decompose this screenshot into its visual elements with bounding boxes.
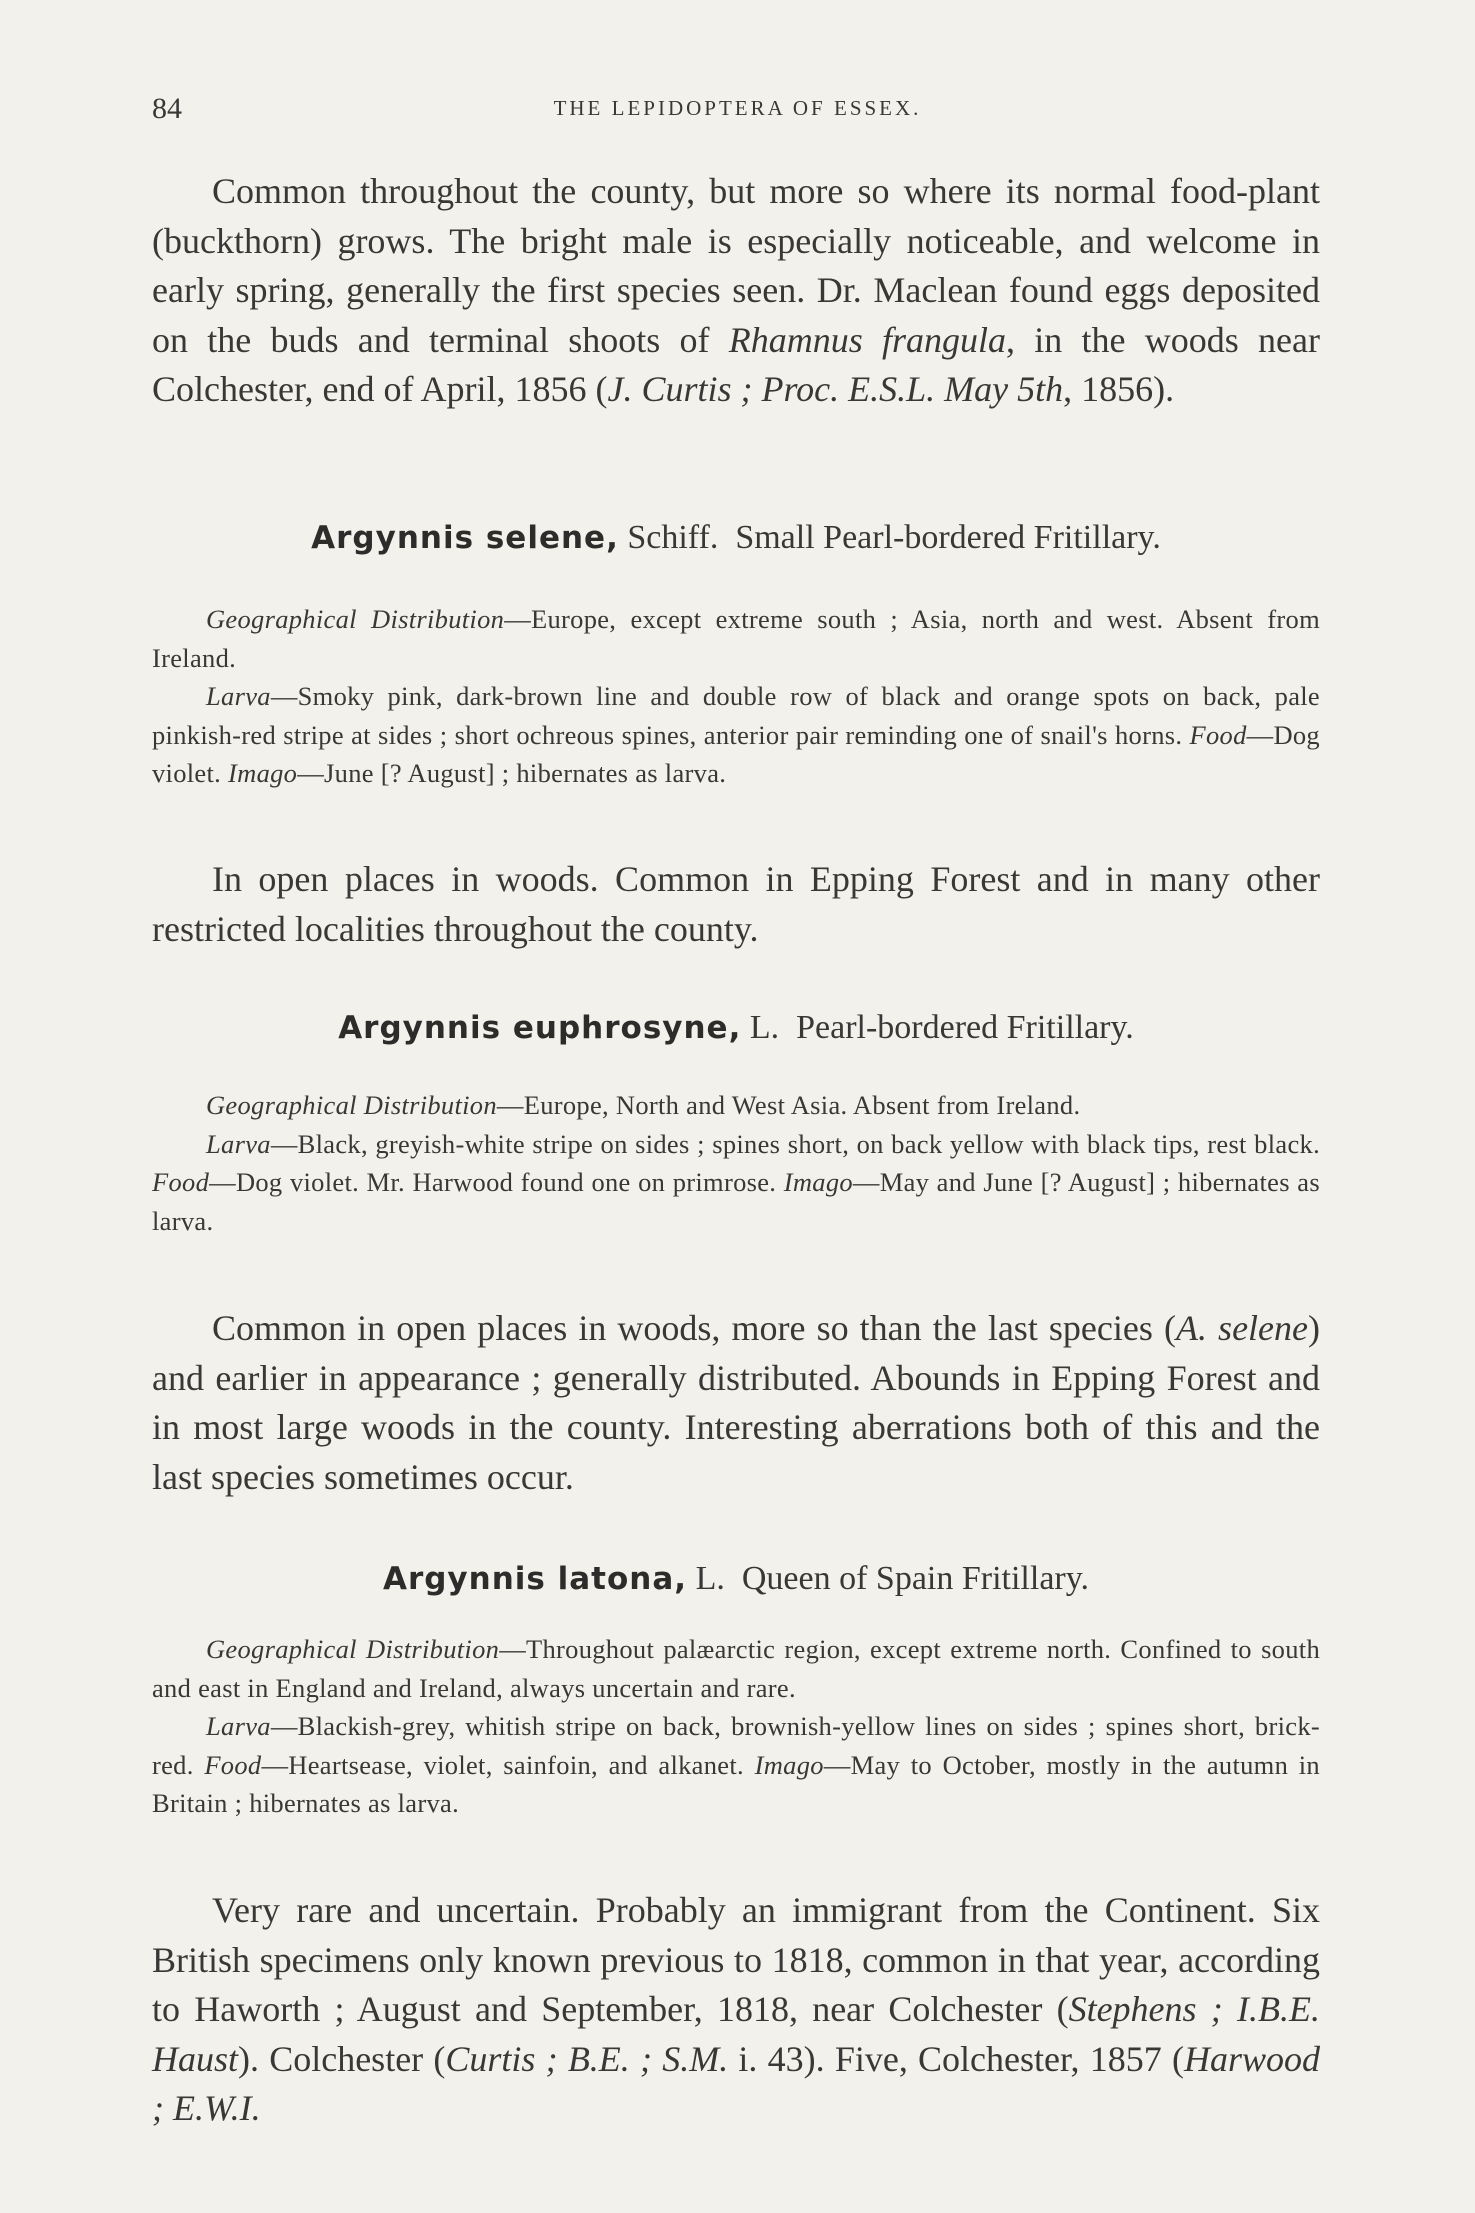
italic-citation: J. Curtis ; Proc. E.S.L. May 5th (607, 369, 1064, 409)
remarks-paragraph: Common in open places in woods, more so than the last species (A. selene) and earlier in appearance ; generally distributed. Abounds in Epping Forest and in most large woods in the county. Interesting aberrations both of this and the last species sometimes occur. (152, 1308, 1320, 1497)
geo-distribution: Geographical Distribution—Throughout palæarctic region, except extreme north. Confined to south and east in England and Ireland, always uncertain and rare. (152, 1634, 1320, 1703)
larva-description: Larva—Smoky pink, dark-brown line and double row of black and orange spots on back, pale pinkish-red stripe at sides ; short ochreous spines, anterior pair reminding one of snail's horns. Food—Dog violet. Imago—June [? August] ; hibernates as larva. (152, 681, 1320, 788)
species-common-name: Pearl-bordered Fritillary. (796, 1009, 1134, 1046)
remarks-paragraph: In open places in woods. Common in Epping Forest and in many other restricted localities throughout the county. (152, 859, 1320, 949)
larva-description: Larva—Blackish-grey, whitish stripe on back, brownish-yellow lines on sides ; spines short, brick-red. Food—Heartsease, violet, sainfoin, and alkanet. Imago—May to October, mostly in the autumn in Britain ; hibernates as larva. (152, 1711, 1320, 1818)
geo-distribution: Geographical Distribution—Europe, except extreme south ; Asia, north and west. Absent from Ireland. (152, 604, 1320, 673)
intro-paragraph: Common throughout the county, but more so where its normal food-plant (buckthorn) grows. The bright male is especially noticeable, and welcome in early spring, generally the first species seen. Dr. Maclean found eggs deposited on the buds and terminal shoots of Rhamnus frangula, in the woods near Colchester, end of April, 1856 (J. Curtis ; Proc. E.S.L. May 5th, 1856). (152, 171, 1321, 409)
intro-paragraph-block (152, 167, 1320, 415)
italic-citation: Stephens ; I.B.E. Haust (152, 1989, 1320, 2079)
species-name: Argynnis selene, (311, 520, 619, 556)
remarks-paragraph: Very rare and uncertain. Probably an immigrant from the Continent. Six British specimens only known previous to 1818, common in that year, according to Haworth ; August and September, 1818, near Colchester (Stephens ; I.B.E. Haust). Colchester (Curtis ; B.E. ; S.M. i. 43). Five, Colchester, 1857 (Harwood ; E.W.I. (152, 1890, 1320, 2128)
species-remarks-euphrosyne (152, 1304, 1320, 1502)
species-remarks-selene (152, 855, 1320, 954)
geo-distribution: Geographical Distribution—Europe, North and West Asia. Absent from Ireland. (206, 1090, 1081, 1120)
species-notes-selene (152, 600, 1320, 793)
italic-taxon: Rhamnus frangula (728, 319, 1007, 360)
species-name: Argynnis latona, (382, 1561, 688, 1597)
species-author: L. (695, 1560, 725, 1597)
larva-description: Larva—Black, greyish-white stripe on sides ; spines short, on back yellow with black tips, rest black. Food—Dog violet. Mr. Harwood found one on primrose. Imago—May and June [? August] ; hibernates as larva. (152, 1128, 1320, 1236)
species-remarks-latona (152, 1886, 1320, 2134)
species-author: Schiff. (627, 519, 719, 556)
running-head (152, 92, 1323, 132)
italic-citation: Harwood ; E.W.I. (152, 2038, 1320, 2128)
running-title: THE LEPIDOPTERA OF ESSEX. (553, 96, 922, 120)
species-common-name: Queen of Spain Fritillary. (741, 1560, 1090, 1597)
species-heading-latona (152, 1560, 1320, 1598)
species-common-name: Small Pearl-bordered Fritillary. (735, 519, 1161, 556)
italic-taxon: A. selene (1175, 1308, 1308, 1348)
species-heading-selene (152, 519, 1320, 557)
species-name: Argynnis euphrosyne, (338, 1010, 742, 1046)
species-author: L. (749, 1009, 780, 1046)
species-notes-latona (152, 1630, 1320, 1823)
species-heading-euphrosyne (152, 1009, 1320, 1047)
page-number: 84 (152, 92, 182, 125)
italic-citation: Curtis ; B.E. ; S.M. (445, 2038, 729, 2079)
species-notes-euphrosyne (152, 1086, 1320, 1240)
